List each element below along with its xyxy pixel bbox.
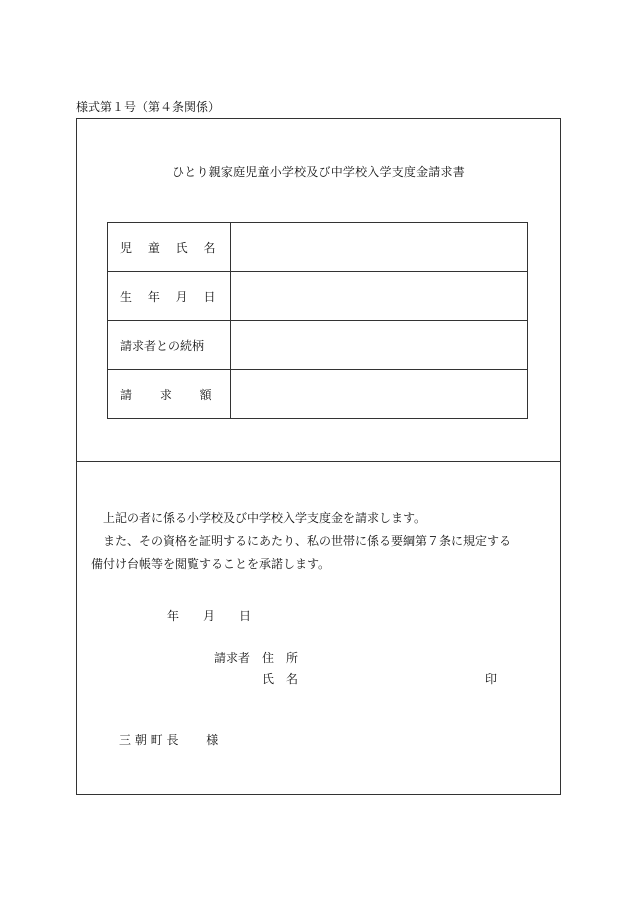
child-name-label: 児 童 氏 名	[108, 223, 231, 272]
relationship-label: 請求者との続柄	[108, 321, 231, 370]
table-row-child-name	[108, 223, 528, 272]
application-form-frame	[76, 118, 561, 795]
child-name-field[interactable]	[231, 223, 528, 272]
statement-line: 上記の者に係る小学校及び中学校入学支度金を請求します。	[91, 511, 427, 525]
relationship-field[interactable]	[231, 321, 528, 370]
seal-mark: 印	[485, 672, 498, 686]
document-title: ひとり親家庭児童小学校及び中学校入学支度金請求書	[172, 165, 465, 179]
table-row-amount	[108, 370, 528, 419]
amount-field[interactable]	[231, 370, 528, 419]
form-number: 様式第１号（第４条関係）	[76, 100, 221, 114]
request-statement	[91, 507, 511, 576]
addressee: 三 朝 町 長 様	[119, 733, 219, 747]
section-divider	[77, 461, 560, 462]
date-line: 年 月 日	[167, 609, 252, 623]
amount-label: 請 求 額	[108, 370, 231, 419]
statement-line: 備付け台帳等を閲覧することを承諾します。	[91, 557, 331, 571]
birth-date-label: 生 年 月 日	[108, 272, 231, 321]
requester-address-label: 請求者 住 所	[214, 651, 299, 665]
requester-name-label: 氏 名	[262, 672, 299, 686]
child-info-table	[107, 222, 528, 419]
birth-date-field[interactable]	[231, 272, 528, 321]
table-row-birth-date	[108, 272, 528, 321]
statement-line: また、その資格を証明するにあたり、私の世帯に係る要綱第７条に規定する	[91, 534, 512, 548]
table-row-relationship	[108, 321, 528, 370]
